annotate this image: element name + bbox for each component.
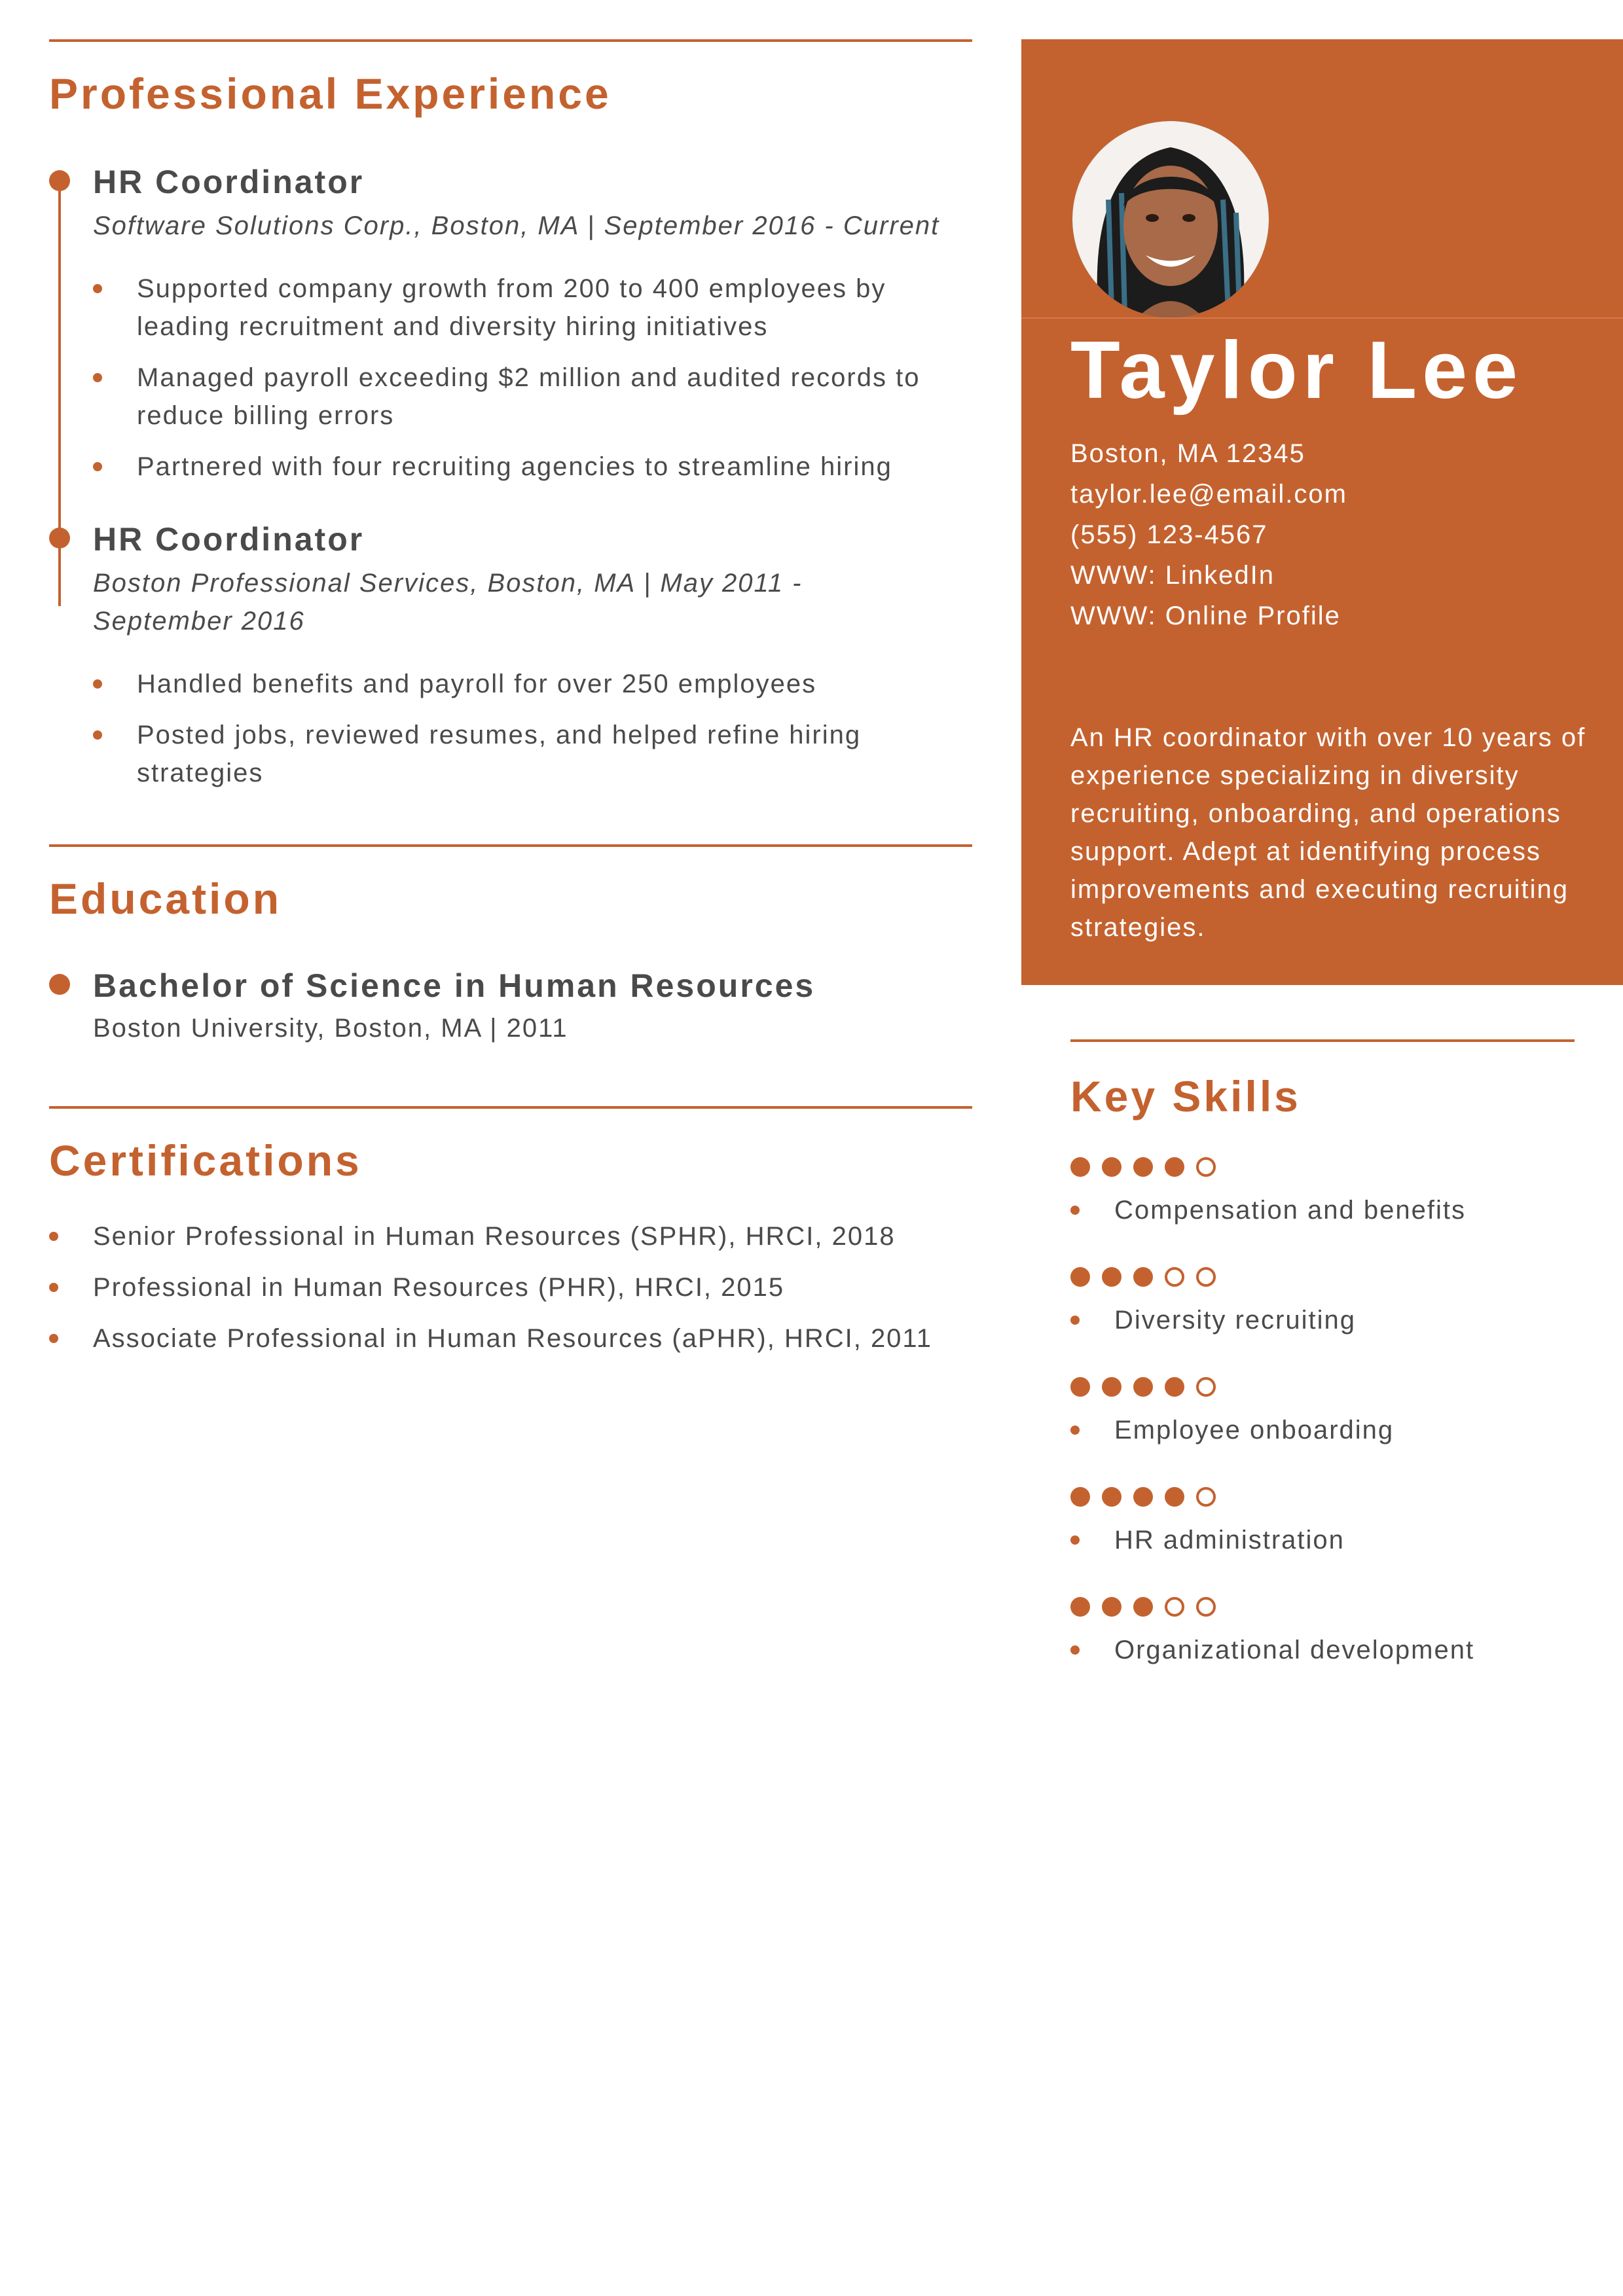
experience-heading: Professional Experience: [49, 69, 611, 118]
list-item: Supported company growth from 200 to 400 employees by leading recruitment and diversity hiring initiatives: [93, 270, 972, 346]
job-entry: [49, 162, 972, 486]
profile-sidebar: [1021, 39, 1623, 985]
skill-rating: [1070, 1267, 1575, 1287]
education-section: [49, 844, 972, 1047]
rating-dot-filled-icon: [1133, 1487, 1153, 1507]
timeline-dot: [49, 528, 70, 548]
list-item: Associate Professional in Human Resources (aPHR), HRCI, 2011: [49, 1319, 972, 1357]
rating-dot-filled-icon: [1165, 1487, 1184, 1507]
list-item: Professional in Human Resources (PHR), HRCI, 2015: [49, 1268, 972, 1306]
job-title: HR Coordinator: [93, 521, 365, 558]
rating-dot-filled-icon: [1070, 1157, 1090, 1177]
rating-dot-filled-icon: [1102, 1157, 1122, 1177]
rating-dot-empty-icon: [1196, 1487, 1216, 1507]
certifications-list: [49, 1217, 972, 1357]
main-column: [49, 39, 972, 1371]
certifications-section: [49, 1106, 972, 1357]
experience-section: [49, 39, 972, 792]
address: Boston, MA 12345: [1070, 439, 1305, 468]
job-title: HR Coordinator: [93, 164, 365, 200]
degree-title: Bachelor of Science in Human Resources: [93, 967, 816, 1004]
education-entry: [49, 966, 972, 1047]
section-divider: [1070, 1039, 1575, 1042]
timeline-dot: [49, 974, 70, 995]
rating-dot-filled-icon: [1102, 1377, 1122, 1397]
job-bullets: [93, 665, 972, 792]
rating-dot-filled-icon: [1070, 1267, 1090, 1287]
certifications-heading: Certifications: [49, 1136, 362, 1185]
skill-label: HR administration: [1070, 1521, 1575, 1559]
list-item: Posted jobs, reviewed resumes, and helped refine hiring strategies: [93, 716, 972, 792]
rating-dot-filled-icon: [1070, 1377, 1090, 1397]
list-item: Senior Professional in Human Resources (SPHR), HRCI, 2018: [49, 1217, 972, 1255]
section-divider: [49, 39, 972, 42]
school-info: Boston University, Boston, MA | 2011: [93, 1014, 568, 1043]
job-meta: Software Solutions Corp., Boston, MA | September 2016 - Current: [93, 211, 940, 240]
rating-dot-filled-icon: [1102, 1487, 1122, 1507]
rating-dot-empty-icon: [1196, 1597, 1216, 1617]
section-divider: [49, 844, 972, 847]
skills-section: [1070, 1039, 1575, 1669]
rating-dot-filled-icon: [1133, 1377, 1153, 1397]
skill-label: Employee onboarding: [1070, 1411, 1575, 1449]
contact-info: [1070, 433, 1347, 636]
section-divider: [49, 1106, 972, 1109]
rating-dot-empty-icon: [1196, 1157, 1216, 1177]
avatar-portrait-icon: [1072, 121, 1269, 317]
email-link[interactable]: taylor.lee@email.com: [1070, 480, 1347, 509]
rating-dot-filled-icon: [1165, 1377, 1184, 1397]
rating-dot-empty-icon: [1196, 1267, 1216, 1287]
rating-dot-empty-icon: [1165, 1267, 1184, 1287]
rating-dot-filled-icon: [1070, 1597, 1090, 1617]
job-bullets: [93, 270, 972, 486]
rating-dot-filled-icon: [1133, 1267, 1153, 1287]
skill-rating: [1070, 1157, 1575, 1177]
avatar: [1072, 121, 1269, 317]
skill-rating: [1070, 1487, 1575, 1507]
rating-dot-filled-icon: [1133, 1597, 1153, 1617]
phone: (555) 123-4567: [1070, 520, 1268, 549]
skill-label: Diversity recruiting: [1070, 1301, 1575, 1339]
skills-list: [1070, 1157, 1575, 1669]
skill-label: Compensation and benefits: [1070, 1191, 1575, 1229]
list-item: Managed payroll exceeding $2 million and audited records to reduce billing errors: [93, 359, 972, 435]
online-profile-link[interactable]: WWW: Online Profile: [1070, 601, 1341, 630]
skill-rating: [1070, 1377, 1575, 1397]
job-entry: [49, 520, 972, 792]
rating-dot-filled-icon: [1133, 1157, 1153, 1177]
rating-dot-filled-icon: [1102, 1597, 1122, 1617]
rating-dot-filled-icon: [1165, 1157, 1184, 1177]
timeline-dot: [49, 170, 70, 191]
skill-rating: [1070, 1597, 1575, 1617]
job-meta: Boston Professional Services, Boston, MA | May 2011 - September 2016: [93, 569, 803, 636]
rating-dot-empty-icon: [1165, 1597, 1184, 1617]
list-item: Partnered with four recruiting agencies to streamline hiring: [93, 448, 972, 486]
experience-timeline: [49, 162, 972, 792]
linkedin-link[interactable]: WWW: LinkedIn: [1070, 561, 1275, 590]
profile-name: Taylor Lee: [1070, 325, 1523, 416]
rating-dot-filled-icon: [1070, 1487, 1090, 1507]
rating-dot-empty-icon: [1196, 1377, 1216, 1397]
skills-heading: Key Skills: [1070, 1072, 1301, 1121]
profile-summary: An HR coordinator with over 10 years of experience specializing in diversity recruiting, onboarding, and operations support. Adept at identifying process improvements and executing recruiting strategies.: [1070, 723, 1586, 942]
list-item: Handled benefits and payroll for over 250 employees: [93, 665, 972, 703]
education-heading: Education: [49, 874, 282, 923]
skill-label: Organizational development: [1070, 1631, 1575, 1669]
rating-dot-filled-icon: [1102, 1267, 1122, 1287]
